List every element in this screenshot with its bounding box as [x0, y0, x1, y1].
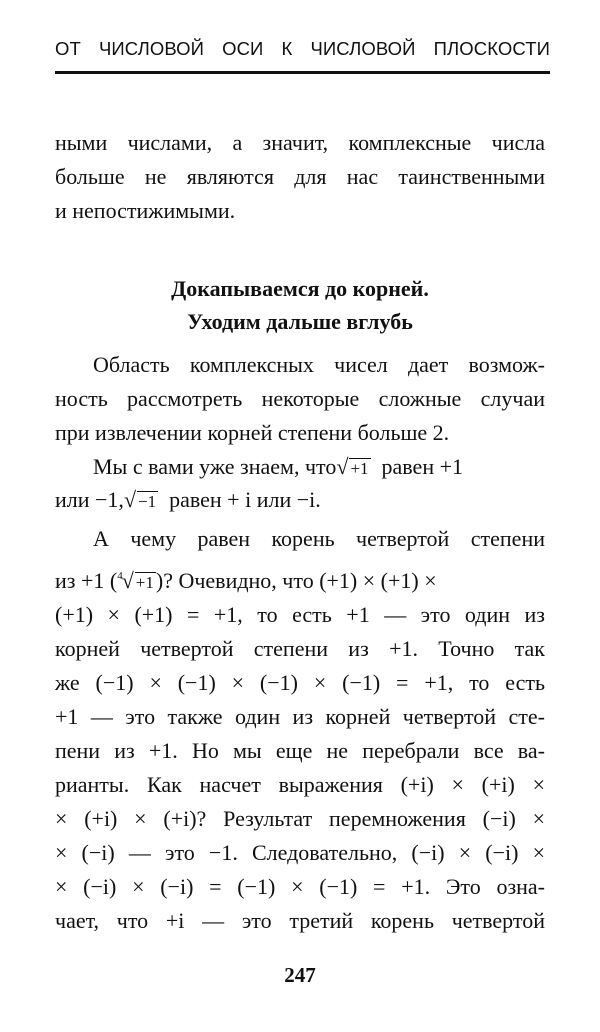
- text-line: × (−i) × (−i) = (−1) × (−1) = +1. Это озна-: [55, 874, 545, 899]
- text-line: [55, 483, 545, 516]
- text-span: )? Очевидно, что (+1) × (+1) ×: [155, 568, 437, 593]
- text-line: × (+i) × (+i)? Результат перемножения (−i) ×: [55, 806, 545, 831]
- text-line: ными числами, а значит, комплексные числа: [55, 130, 545, 155]
- radicand: +1: [135, 573, 154, 592]
- text-span: или −1,: [55, 487, 124, 512]
- section-title-line: Докапываемся до корней.: [171, 276, 429, 301]
- text-line: при извлечении корней степени больше 2.: [55, 420, 450, 445]
- intro-paragraph: [55, 126, 545, 228]
- text-line: корней четвертой степени из +1. Точно так: [55, 636, 545, 661]
- header-rule: [55, 71, 550, 74]
- radicand: −1: [138, 492, 157, 511]
- text-span: из +1 (: [55, 568, 118, 593]
- paragraph-2: [55, 450, 545, 516]
- text-line: и непостижимыми.: [55, 198, 236, 223]
- radical-sign: √: [121, 568, 134, 593]
- text-line: Область комплексных чисел дает возмож-: [93, 352, 545, 377]
- running-head: ОТ ЧИСЛОВОЙ ОСИ К ЧИСЛОВОЙ ПЛОСКОСТИ: [55, 38, 550, 59]
- text-line: больше не являются для нас таинственными: [55, 164, 545, 189]
- section-title-line: Уходим дальше вглубь: [187, 309, 413, 334]
- radical-sign: √: [336, 454, 349, 479]
- text-span: равен +1: [381, 454, 463, 479]
- text-span: равен + i или −i.: [169, 487, 321, 512]
- text-line: +1 — это также один из корней четвертой сте-: [55, 704, 545, 729]
- text-line: А чему равен корень четвертой степени: [93, 526, 545, 551]
- page-number: 247: [284, 963, 316, 987]
- text-line: же (−1) × (−1) × (−1) × (−1) = +1, то есть: [55, 670, 545, 695]
- text-span: Мы с вами уже знаем, что: [93, 454, 337, 479]
- text-line: рианты. Как насчет выражения (+i) × (+i) ×: [55, 772, 545, 797]
- text-line: × (−i) — это −1. Следовательно, (−i) × (−i) ×: [55, 840, 545, 865]
- text-line: [55, 450, 545, 483]
- root-index: 4: [117, 570, 123, 582]
- radical-sign: √: [123, 487, 137, 512]
- text-line: ность рассмотреть некоторые сложные случаи: [55, 386, 545, 411]
- text-line: (+1) × (+1) = +1, то есть +1 — это один из: [55, 602, 545, 627]
- paragraph-1: [55, 348, 545, 450]
- radicand: +1: [350, 459, 369, 478]
- section-title: [55, 272, 545, 338]
- paragraph-3: [55, 522, 545, 938]
- text-line: пени из +1. Но мы еще не перебрали все ва-: [55, 738, 545, 763]
- text-line: [55, 556, 545, 598]
- text-line: чает, что +i — это третий корень четвертой: [55, 908, 545, 933]
